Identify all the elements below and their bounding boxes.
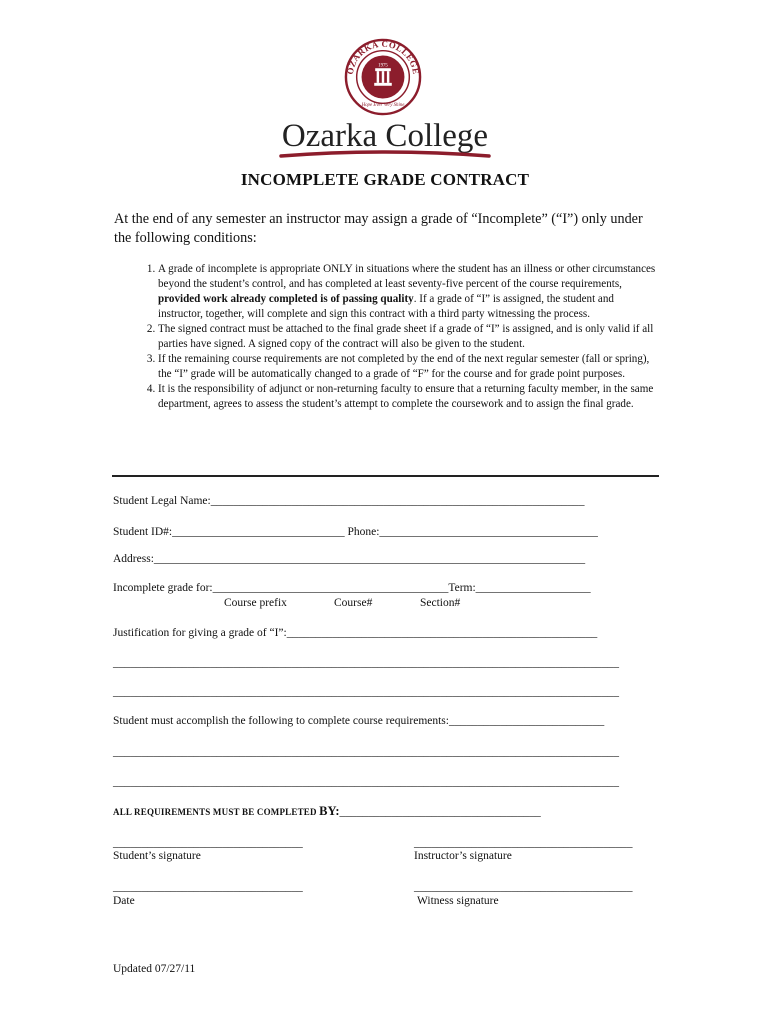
- student-signature-label: Student’s signature: [113, 850, 201, 862]
- condition-item: 1. A grade of incomplete is appropriate ONLY in situations where the student has an illness or other circumstances beyond the student’s control, and has completed at least seventy-five percent of the course requirements, provided work already completed is of passing quality. If a grade of “I” is assigned, the student and instructor, together, will complete and sign this contract with a third party witnessing the process.: [158, 262, 660, 322]
- witness-signature-label: Witness signature: [417, 895, 499, 907]
- date-label: Date: [113, 895, 135, 907]
- completion-deadline-field[interactable]: ALL REQUIREMENTS MUST BE COMPLETED BY:___________________________________: [113, 804, 541, 818]
- justification-field[interactable]: Justification for giving a grade of “I”:______________________________________________________: [113, 627, 598, 639]
- intro-paragraph: At the end of any semester an instructor may assign a grade of “Incomplete” (“I”) only under the following conditions:: [114, 211, 643, 246]
- condition-item: 3. If the remaining course requirements are not completed by the end of the next regular semester (fall or spring), the “I” grade will be automatically changed to a grade of “F” for the course and for grade point purposes.: [158, 352, 660, 382]
- updated-date: Updated 07/27/11: [113, 963, 196, 975]
- seal-text: OZARKA COLLEGE: [344, 38, 422, 76]
- course-prefix-label: Course prefix: [224, 597, 287, 609]
- wordmark-text: Ozarka College: [281, 118, 489, 154]
- condition-item: 4. It is the responsibility of adjunct or non-returning faculty to ensure that a returning faculty member, in the same department, agrees to assess the student’s attempt to complete the coursework and to assign the final grade.: [158, 382, 660, 412]
- date-line[interactable]: _________________________________: [113, 881, 303, 893]
- address-field[interactable]: Address:___________________________________________________________________________: [113, 553, 586, 565]
- requirements-field[interactable]: Student must accomplish the following to complete course requirements:___________________________: [113, 715, 605, 727]
- justification-line[interactable]: ________________________________________________________________________________________: [113, 657, 619, 669]
- college-seal-logo: [344, 38, 422, 116]
- section-divider: [112, 475, 659, 477]
- seal-motto: Hope Ever Very Shine: [361, 103, 405, 109]
- course-number-label: Course#: [334, 597, 373, 609]
- student-legal-name-field[interactable]: Student Legal Name:_________________________________________________________________: [113, 495, 585, 507]
- form-title: INCOMPLETE GRADE CONTRACT: [240, 170, 530, 189]
- student-signature-line[interactable]: _________________________________: [113, 837, 303, 849]
- incomplete-grade-for-field[interactable]: Incomplete grade for:_________________________________________Term:____________________: [113, 582, 591, 594]
- seal-year: 1975: [378, 63, 388, 69]
- condition-item: 2. The signed contract must be attached to the final grade sheet if a grade of “I” is assigned, and is only valid if all parties have signed. A signed copy of the contract will also be given to the student.: [158, 322, 660, 352]
- instructor-signature-label: Instructor’s signature: [414, 850, 512, 862]
- student-id-phone-field[interactable]: Student ID#:______________________________ Phone:______________________________________: [113, 526, 598, 538]
- section-number-label: Section#: [420, 597, 461, 609]
- witness-signature-line[interactable]: ______________________________________: [414, 881, 633, 893]
- justification-line[interactable]: ________________________________________________________________________________________: [113, 686, 619, 698]
- requirements-line[interactable]: ________________________________________________________________________________________: [113, 746, 619, 758]
- conditions-list: [114, 262, 660, 412]
- requirements-line[interactable]: ________________________________________________________________________________________: [113, 776, 619, 788]
- college-wordmark-logo: [273, 112, 497, 168]
- instructor-signature-line[interactable]: ______________________________________: [414, 837, 633, 849]
